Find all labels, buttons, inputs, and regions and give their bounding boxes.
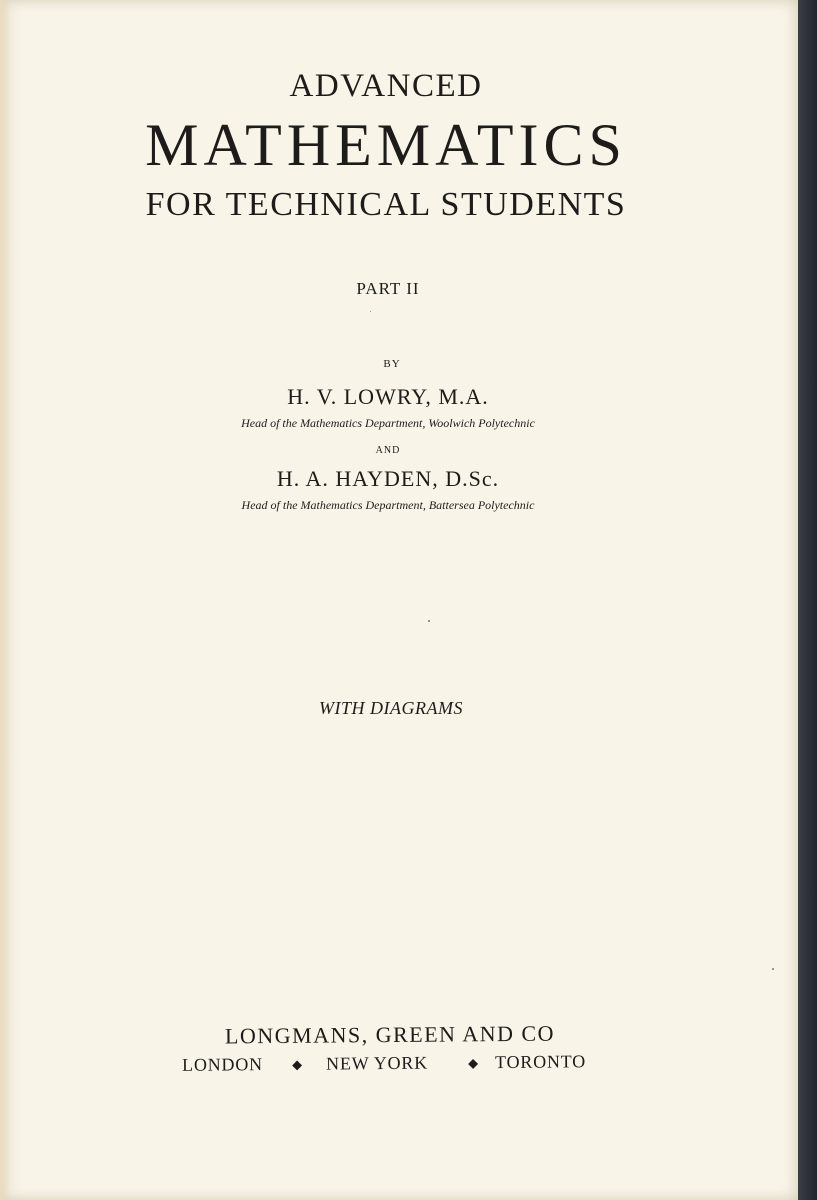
author-lowry-role: Head of the Mathematics Department, Woolwich Polytechnic (241, 416, 535, 430)
author-lowry: H. V. LOWRY, M.A. (287, 384, 489, 409)
with-diagrams-note: WITH DIAGRAMS (319, 698, 463, 718)
diamond-separator-icon: ◆ (468, 1055, 479, 1071)
publisher-cities (182, 1051, 602, 1075)
and-label: AND (375, 445, 401, 456)
paper-speck (428, 620, 430, 622)
diamond-separator-icon: ◆ (292, 1056, 303, 1072)
author-hayden-role: Head of the Mathematics Department, Battersea Polytechnic (241, 498, 535, 512)
by-label: BY (383, 358, 401, 370)
author-hayden: H. A. HAYDEN, D.Sc. (276, 466, 500, 491)
book-cover-edge (798, 0, 817, 1200)
city-new-york: NEW YORK (326, 1052, 429, 1074)
paper-speck (370, 311, 371, 312)
publisher-name: LONGMANS, GREEN AND CO (224, 1020, 556, 1049)
city-toronto: TORONTO (494, 1051, 587, 1073)
title-advanced: ADVANCED (289, 68, 483, 104)
title-mathematics: MATHEMATICS (145, 112, 627, 178)
city-london: LONDON (182, 1054, 263, 1075)
title-for-technical-students: FOR TECHNICAL STUDENTS (145, 186, 627, 223)
part-label: PART II (356, 279, 420, 298)
paper-speck (772, 968, 774, 970)
